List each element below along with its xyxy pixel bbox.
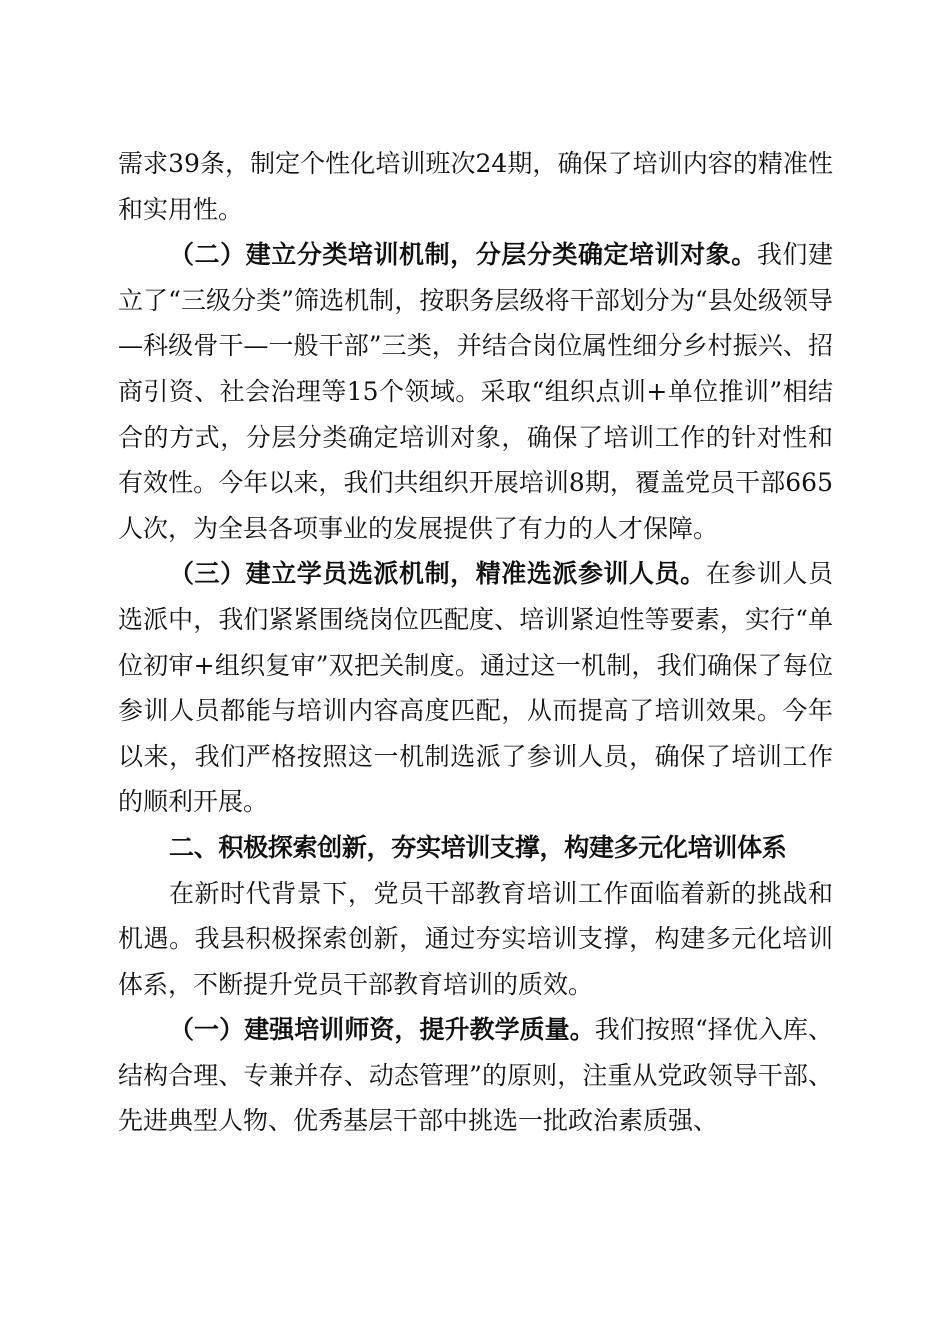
paragraph-text: 我们建立了“三级分类”筛选机制，按职务层级将干部划分为“县处级领导—科级骨干—一般干部”三类，并结合岗位属性细分乡村振兴、招商引资、社会治理等15个领域。采取“组织点训+单位推训”相结合的方式，分层分类确定培训对象，确保了培训工作的针对性和有效性。今年以来，我们共组织开展培训8期，覆盖党员干部665人次，为全县各项事业的发展提供了有力的人才保障。 <box>118 240 833 543</box>
paragraph-text: 需求39条，制定个性化培训班次24期，确保了培训内容的精准性和实用性。 <box>118 149 833 224</box>
paragraph-trainee-selection <box>118 551 833 825</box>
paragraph-teaching-staff <box>118 1007 833 1144</box>
paragraph-section-intro <box>118 871 833 1008</box>
paragraph-lead-title: （一）建强培训师资，提升教学质量。 <box>169 1015 595 1045</box>
paragraph-continuation <box>118 141 833 232</box>
section-heading: 二、积极探索创新，夯实培训支撑，构建多元化培训体系 <box>169 832 787 862</box>
paragraph-text: 在新时代背景下，党员干部教育培训工作面临着新的挑战和机遇。我县积极探索创新，通过夯实培训支撑，构建多元化培训体系，不断提升党员干部教育培训的质效。 <box>118 878 833 999</box>
document-body <box>118 141 833 1144</box>
paragraph-text: 在参训人员选派中，我们紧紧围绕岗位匹配度、培训紧迫性等要素，实行“单位初审+组织复审”双把关制度。通过这一机制，我们确保了每位参训人员都能与培训内容高度匹配，从而提高了培训效果。今年以来，我们严格按照这一机制选派了参训人员，确保了培训工作的顺利开展。 <box>118 559 833 817</box>
paragraph-lead-title: （二）建立分类培训机制，分层分类确定培训对象。 <box>169 240 757 270</box>
paragraph-text: 我们按照“择优入库、结构合理、专兼并存、动态管理”的原则，注重从党政领导干部、先进典型人物、优秀基层干部中挑选一批政治素质强、 <box>118 1015 833 1136</box>
paragraph-lead-title: （三）建立学员选派机制，精准选派参训人员。 <box>169 559 706 589</box>
paragraph-classification-mechanism <box>118 232 833 551</box>
